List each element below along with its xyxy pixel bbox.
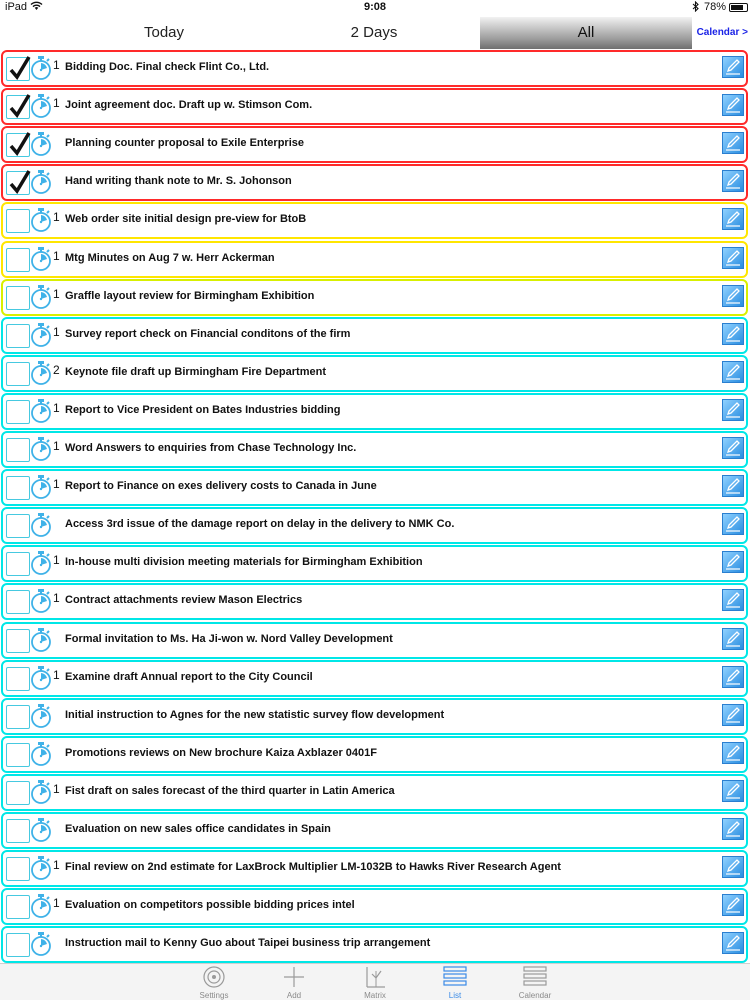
timer-count: 1 xyxy=(53,248,60,263)
stopwatch-icon[interactable] xyxy=(30,207,52,233)
task-title: Bidding Doc. Final check Flint Co., Ltd. xyxy=(65,61,270,73)
task-checkbox[interactable] xyxy=(6,629,30,653)
checkmark-icon xyxy=(9,55,31,81)
task-row[interactable] xyxy=(1,622,748,659)
task-title: Planning counter proposal to Exile Enterprise xyxy=(65,137,304,150)
edit-task-button[interactable] xyxy=(722,666,744,688)
add-icon xyxy=(281,965,307,989)
stopwatch-icon[interactable] xyxy=(30,436,52,462)
task-title: In-house multi division meeting materials for Birmingham Exhibition xyxy=(65,556,423,569)
calendar-icon xyxy=(522,965,548,989)
stopwatch-icon[interactable] xyxy=(30,893,52,919)
task-checkbox[interactable] xyxy=(6,857,30,881)
task-row[interactable] xyxy=(1,279,748,316)
task-title: Initial instruction to Agnes for the new statistic survey flow development xyxy=(65,708,445,721)
task-checkbox[interactable] xyxy=(6,933,30,957)
calendar-link[interactable]: Calendar > xyxy=(696,27,748,38)
clock: 9:08 xyxy=(363,1,387,13)
edit-task-button[interactable] xyxy=(722,780,744,802)
timer-count: 1 xyxy=(53,58,60,72)
tab-today[interactable]: Today xyxy=(143,24,185,41)
timer-count: 1 xyxy=(53,553,60,568)
task-row[interactable] xyxy=(1,355,748,392)
toolbar-add-label: Add xyxy=(286,991,302,1000)
task-title: Report to Finance on exes delivery costs to Canada in June xyxy=(65,480,377,493)
edit-task-button[interactable] xyxy=(722,399,744,421)
checkmark-icon xyxy=(9,131,31,157)
task-checkbox[interactable] xyxy=(6,171,30,195)
task-checkbox[interactable] xyxy=(6,57,30,81)
stopwatch-icon[interactable] xyxy=(30,322,52,348)
task-checkbox[interactable] xyxy=(6,895,30,919)
stopwatch-icon[interactable] xyxy=(30,55,52,81)
task-checkbox[interactable] xyxy=(6,743,30,767)
task-row[interactable] xyxy=(1,888,748,925)
battery-icon xyxy=(729,3,748,12)
task-row[interactable] xyxy=(1,202,748,239)
timer-count: 1 xyxy=(53,667,60,682)
edit-task-button[interactable] xyxy=(722,742,744,764)
bottom-toolbar xyxy=(0,963,750,1000)
edit-task-button[interactable] xyxy=(722,94,744,116)
edit-task-button[interactable] xyxy=(722,932,744,954)
task-row[interactable] xyxy=(1,774,748,811)
timer-count: 1 xyxy=(53,896,60,911)
task-title: Graffle layout review for Birmingham Exhibition xyxy=(65,289,315,302)
task-row[interactable] xyxy=(1,88,748,125)
task-checkbox[interactable] xyxy=(6,819,30,843)
stopwatch-icon[interactable] xyxy=(30,93,52,119)
stopwatch-icon[interactable] xyxy=(30,588,52,614)
task-checkbox[interactable] xyxy=(6,590,30,614)
task-title: Evaluation on new sales office candidates in Spain xyxy=(65,823,331,835)
tab-all[interactable]: All xyxy=(480,17,692,49)
task-checkbox[interactable] xyxy=(6,667,30,691)
edit-task-button[interactable] xyxy=(722,361,744,383)
stopwatch-icon[interactable] xyxy=(30,246,52,272)
task-checkbox[interactable] xyxy=(6,286,30,310)
bluetooth-icon xyxy=(692,1,700,15)
stopwatch-icon[interactable] xyxy=(30,703,52,729)
task-checkbox[interactable] xyxy=(6,781,30,805)
edit-task-button[interactable] xyxy=(722,628,744,650)
task-row[interactable] xyxy=(1,393,748,430)
task-row[interactable] xyxy=(1,431,748,468)
task-title: Access 3rd issue of the damage report on delay in the delivery to NMK Co. xyxy=(65,518,455,531)
task-title: Report to Vice President on Bates Industries bidding xyxy=(65,403,341,416)
toolbar-calendar-label: Calendar xyxy=(518,991,552,1000)
toolbar-list-label: List xyxy=(448,991,462,1000)
task-title: Promotions reviews on New brochure Kaiza Axblazer 0401F xyxy=(65,746,377,759)
task-title: Mtg Minutes on Aug 7 w. Herr Ackerman xyxy=(65,251,275,264)
task-row[interactable] xyxy=(1,926,748,963)
task-title: Final review on 2nd estimate for LaxBrock Multiplier LM-1032B to Hawks River Research Agent xyxy=(65,861,561,874)
task-title: Survey report check on Financial conditons of the firm xyxy=(65,327,351,340)
task-title: Formal invitation to Ms. Ha Ji-won w. Nord Valley Development xyxy=(65,632,393,645)
checkmark-icon xyxy=(9,93,31,119)
task-row[interactable] xyxy=(1,469,748,506)
timer-count: 1 xyxy=(53,858,60,873)
task-row[interactable] xyxy=(1,812,748,849)
task-checkbox[interactable] xyxy=(6,133,30,157)
timer-count: 1 xyxy=(53,781,60,796)
task-row[interactable] xyxy=(1,583,748,620)
edit-task-button[interactable] xyxy=(722,170,744,192)
timer-count: 1 xyxy=(53,477,60,492)
tab-2-days[interactable]: 2 Days xyxy=(350,24,398,41)
task-checkbox[interactable] xyxy=(6,209,30,233)
task-checkbox[interactable] xyxy=(6,438,30,462)
task-title: Keynote file draft up Birmingham Fire Department xyxy=(65,365,326,378)
task-title: Examine draft Annual report to the City Council xyxy=(65,670,313,683)
battery-percent: 78% xyxy=(703,1,726,13)
timer-count: 1 xyxy=(53,210,60,225)
task-row[interactable] xyxy=(1,545,748,582)
edit-task-button[interactable] xyxy=(722,551,744,573)
carrier-label: iPad xyxy=(5,1,28,13)
stopwatch-icon[interactable] xyxy=(30,512,52,538)
task-checkbox[interactable] xyxy=(6,324,30,348)
edit-task-button[interactable] xyxy=(722,513,744,535)
timer-count: 1 xyxy=(53,400,60,415)
stopwatch-icon[interactable] xyxy=(30,284,52,310)
edit-task-button[interactable] xyxy=(722,56,744,78)
task-row[interactable] xyxy=(1,698,748,735)
edit-task-button[interactable] xyxy=(722,132,744,154)
edit-task-button[interactable] xyxy=(722,704,744,726)
view-tabs xyxy=(0,17,750,49)
task-row[interactable] xyxy=(1,50,748,87)
task-checkbox[interactable] xyxy=(6,705,30,729)
edit-task-button[interactable] xyxy=(722,285,744,307)
edit-task-button[interactable] xyxy=(722,589,744,611)
timer-count: 1 xyxy=(53,439,60,453)
task-checkbox[interactable] xyxy=(6,248,30,272)
task-title: Instruction mail to Kenny Guo about Taipei business trip arrangement xyxy=(65,937,431,950)
settings-icon xyxy=(201,965,227,989)
timer-count: 2 xyxy=(53,362,60,377)
stopwatch-icon[interactable] xyxy=(30,169,52,195)
task-checkbox[interactable] xyxy=(6,476,30,500)
stopwatch-icon[interactable] xyxy=(30,741,52,767)
timer-count: 1 xyxy=(53,286,60,301)
task-title: Evaluation on competitors possible bidding prices intel xyxy=(65,899,355,912)
edit-task-button[interactable] xyxy=(722,323,744,345)
edit-task-button[interactable] xyxy=(722,475,744,497)
stopwatch-icon[interactable] xyxy=(30,360,52,386)
task-row[interactable] xyxy=(1,660,748,697)
edit-task-button[interactable] xyxy=(722,856,744,878)
task-title: Web order site initial design pre-view for BtoB xyxy=(65,213,307,226)
stopwatch-icon[interactable] xyxy=(30,779,52,805)
checkmark-icon xyxy=(9,169,31,195)
stopwatch-icon[interactable] xyxy=(30,131,52,157)
toolbar-settings-label: Settings xyxy=(199,991,229,1000)
stopwatch-icon[interactable] xyxy=(30,817,52,843)
task-checkbox[interactable] xyxy=(6,362,30,386)
task-title: Word Answers to enquiries from Chase Technology Inc. xyxy=(65,442,357,454)
task-row[interactable] xyxy=(1,317,748,354)
task-title: Joint agreement doc. Draft up w. Stimson Com. xyxy=(65,99,313,112)
list-icon xyxy=(442,965,468,989)
task-row[interactable] xyxy=(1,736,748,773)
matrix-icon xyxy=(362,965,388,989)
edit-task-button[interactable] xyxy=(722,208,744,230)
stopwatch-icon[interactable] xyxy=(30,550,52,576)
task-row[interactable] xyxy=(1,164,748,201)
edit-task-button[interactable] xyxy=(722,247,744,269)
task-title: Contract attachments review Mason Electrics xyxy=(65,594,303,607)
stopwatch-icon[interactable] xyxy=(30,855,52,881)
task-checkbox[interactable] xyxy=(6,400,30,424)
stopwatch-icon[interactable] xyxy=(30,474,52,500)
task-checkbox[interactable] xyxy=(6,552,30,576)
timer-count: 1 xyxy=(53,591,60,606)
edit-task-button[interactable] xyxy=(722,437,744,459)
stopwatch-icon[interactable] xyxy=(30,665,52,691)
timer-count: 1 xyxy=(53,96,60,111)
task-row[interactable] xyxy=(1,126,748,163)
edit-task-button[interactable] xyxy=(722,818,744,840)
stopwatch-icon[interactable] xyxy=(30,627,52,653)
task-row[interactable] xyxy=(1,241,748,278)
task-title: Hand writing thank note to Mr. S. Johonson xyxy=(65,175,292,188)
task-checkbox[interactable] xyxy=(6,95,30,119)
stopwatch-icon[interactable] xyxy=(30,931,52,957)
edit-task-button[interactable] xyxy=(722,894,744,916)
status-bar xyxy=(0,0,750,16)
stopwatch-icon[interactable] xyxy=(30,398,52,424)
timer-count: 1 xyxy=(53,324,60,339)
task-row[interactable] xyxy=(1,507,748,544)
task-row[interactable] xyxy=(1,850,748,887)
toolbar-matrix-label: Matrix xyxy=(364,991,386,1000)
task-title: Fist draft on sales forecast of the third quarter in Latin America xyxy=(65,784,395,797)
task-checkbox[interactable] xyxy=(6,514,30,538)
